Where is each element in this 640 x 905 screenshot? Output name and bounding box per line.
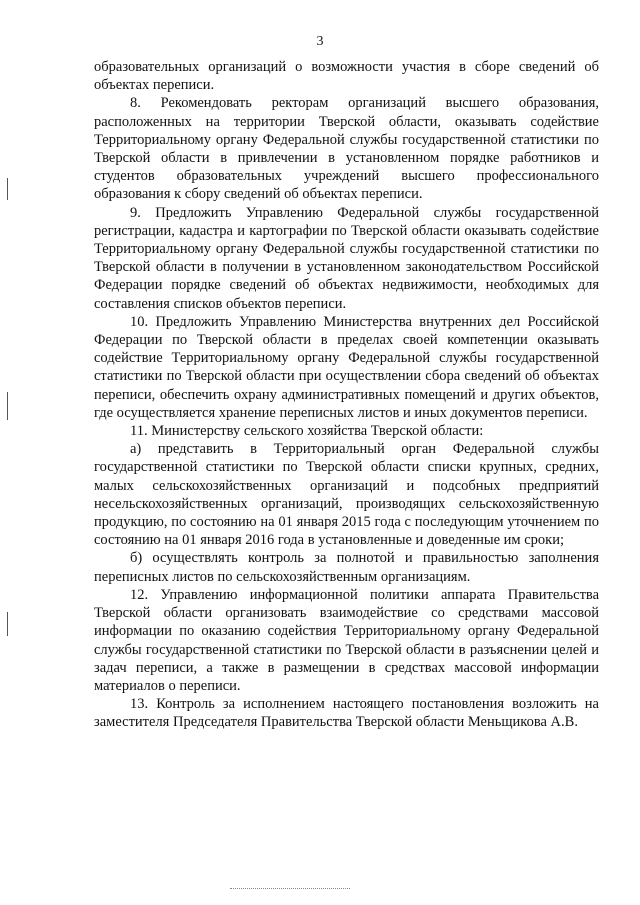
paragraph-8: 8. Рекомендовать ректорам организаций высшего образования, расположенных на территории Тверской области, оказывать содействие Территориальному органу Федеральной службы государственной статистики по Тверской области в привлечении в установленном порядке работников и студентов образовательных учреждений высшего профессионального образования к сбору сведений об объектах переписи. [94,95,599,203]
paragraph-9: 9. Предложить Управлению Федеральной службы государственной регистрации, кадастра и картографии по Тверской области оказывать содействие Территориальному органу Федеральной службы государственной статистики по Тверской области в получении в установленном законодательством Российской Федерации порядке сведений об объектах недвижимости, необходимых для составления списков объектов переписи. [94,204,599,312]
paragraph-11-a: а) представить в Территориальный орган Федеральной службы государственной статистики по Тверской области списки крупных, средних, малых сельскохозяйственных организаций и подсобных предприятий несельскохозяйственных организаций, производящих сельскохозяйственную продукцию, по состоянию на 01 января 2015 года с последующим уточнением по состоянию на 01 января 2016 года в установленные и доведенные им сроки; [94,441,599,549]
scan-edge-mark [7,392,8,420]
paragraph-continuation: образовательных организаций о возможности участия в сборе сведений об объектах переписи. [94,59,599,94]
scan-edge-mark [7,178,8,200]
paragraph-11-b: б) осуществлять контроль за полнотой и правильностью заполнения переписных листов по сельскохозяйственным организациям. [94,550,599,585]
paragraph-12: 12. Управлению информационной политики аппарата Правительства Тверской области организовать взаимодействие со средствами массовой информации по оказанию содействия Территориальному органу Федеральной службы государственной статистики по Тверской области в разъяснении целей и задач переписи, а также в размещении в средствах массовой информации материалов о переписи. [94,586,599,694]
paragraph-13: 13. Контроль за исполнением настоящего постановления возложить на заместителя Председателя Правительства Тверской области Меньщикова А.В. [94,696,599,731]
paragraph-10: 10. Предложить Управлению Министерства внутренних дел Российской Федерации по Тверской области в пределах своей компетенции оказывать содействие Территориальному органу Федеральной службы государственной статистики по Тверской области при осуществлении сбора сведений об объектах переписи, обеспечить охрану административных помещений и других объектов, где осуществляется хранение переписных листов и иных документов переписи. [94,313,599,421]
scan-artifact [230,887,350,889]
scan-edge-mark [7,612,8,636]
document-body [94,58,599,732]
page-number: 3 [316,34,324,49]
paragraph-11: 11. Министерству сельского хозяйства Тверской области: [130,423,484,440]
